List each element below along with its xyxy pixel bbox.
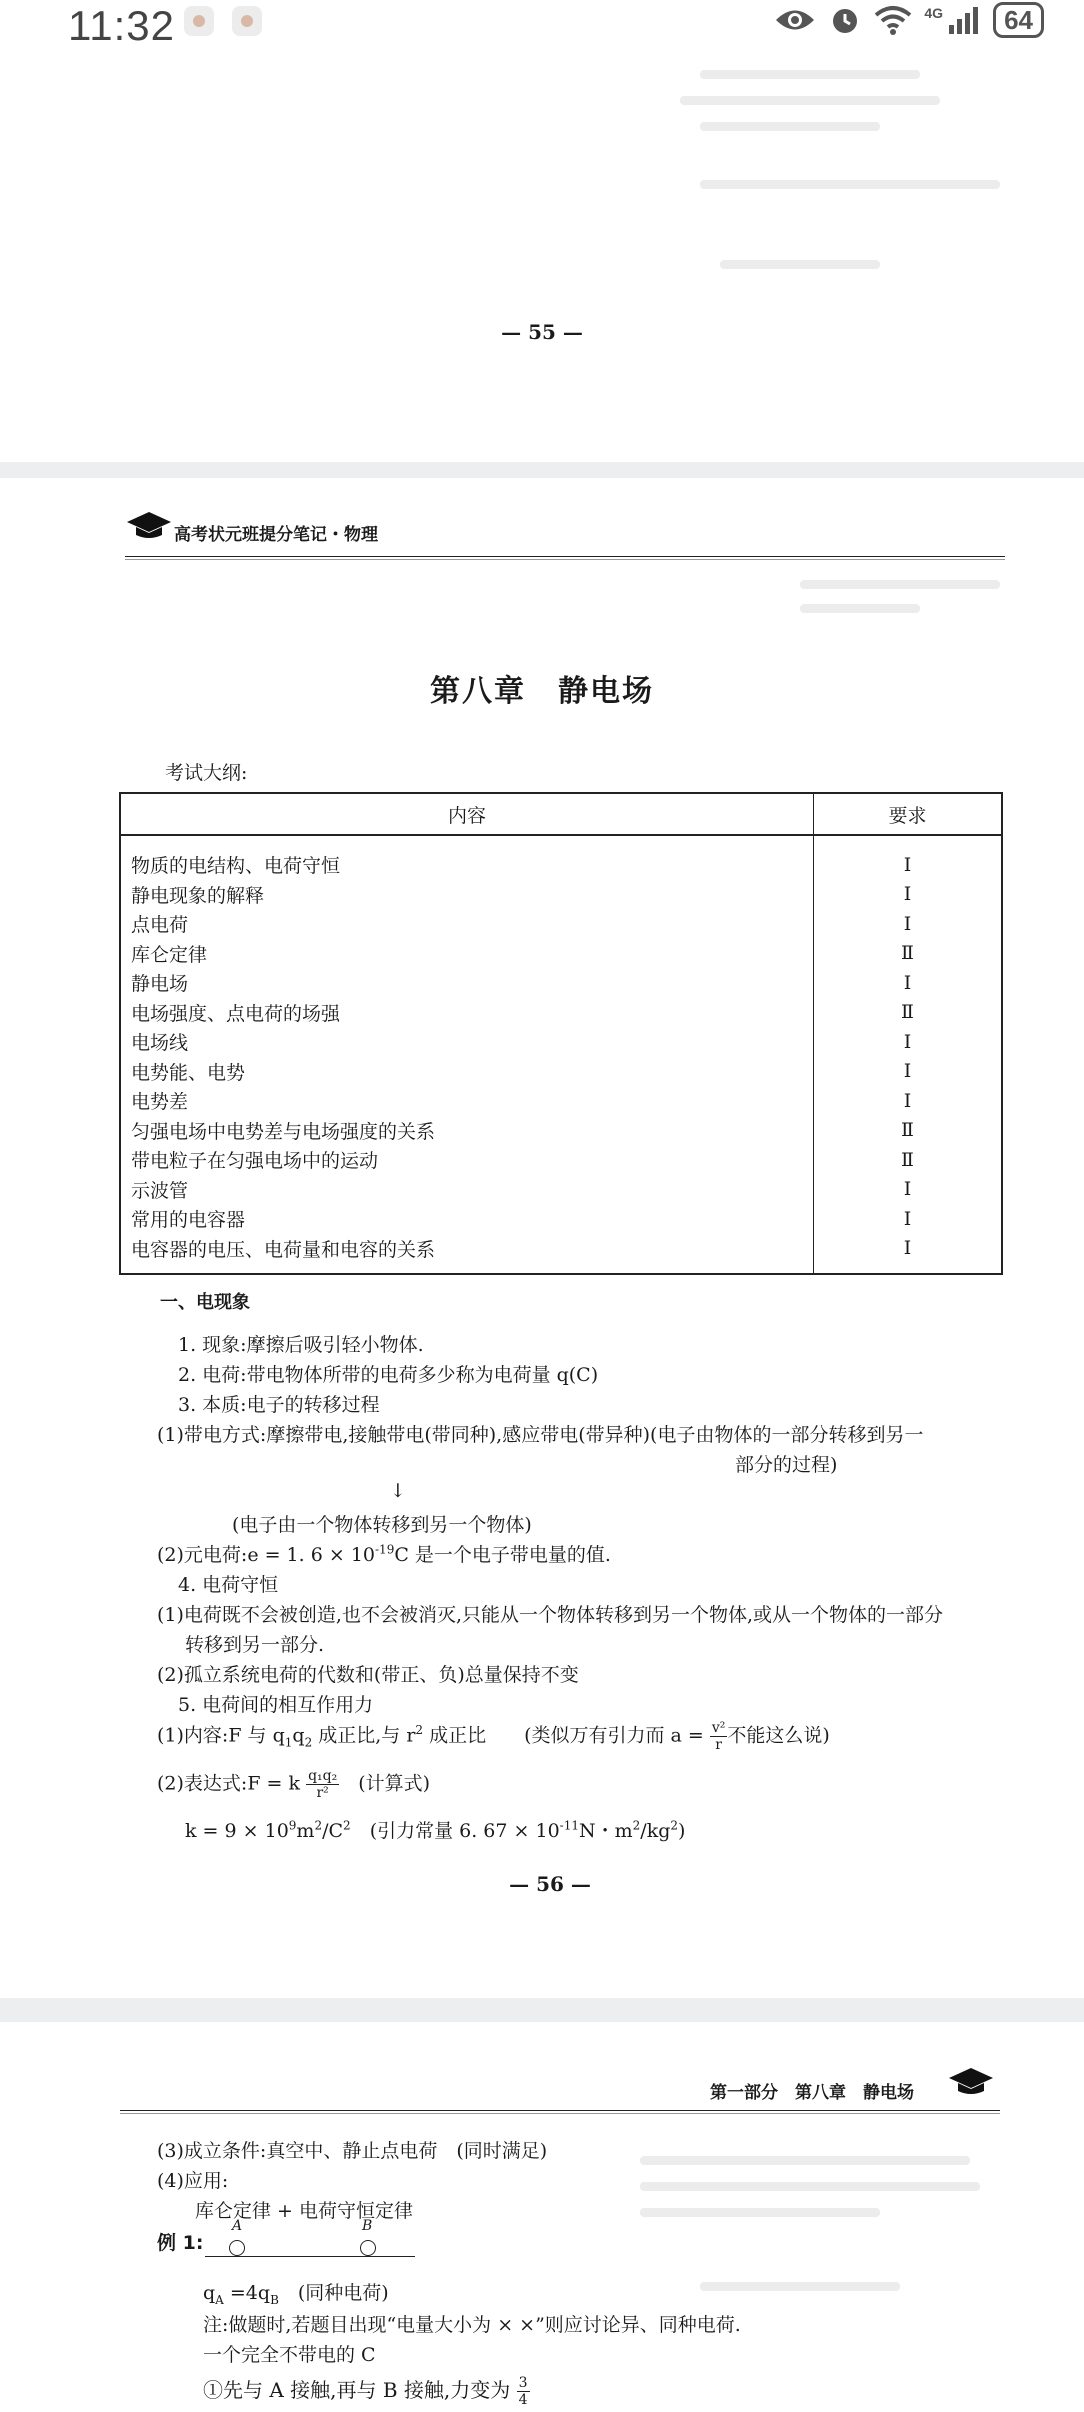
row-content: 静电现象的解释 [120, 880, 814, 910]
table-row [120, 1145, 1002, 1175]
row-content: 匀强电场中电势差与电场强度的关系 [120, 1116, 814, 1146]
formula-line: (2)表达式:F = k $\frac{\text{q₁q₂}}{\text{r²}}$ (计算式) [157, 1768, 431, 1801]
table-row [120, 1057, 1002, 1087]
text-line: (4)应用: [157, 2170, 229, 2192]
row-content: 示波管 [120, 1175, 814, 1205]
row-content: 库仑定律 [120, 939, 814, 969]
page-number: — 56 — [509, 1872, 591, 1896]
text-line: 库仑定律 + 电荷守恒定律 [195, 2200, 413, 2222]
formula-line: $k = 9 \times 10^9m^2/C^2$ (引力常量 6. $67 \times 10^{-11}N$・$m^2/kg^2$) [185, 1818, 686, 1842]
table-row [120, 1086, 1002, 1116]
row-level: Ⅰ [903, 1178, 912, 1201]
text-line: 3. 本质:电子的转移过程 [178, 1394, 380, 1416]
formula-line: $q_A =4q_B$ (同种电荷) [203, 2282, 389, 2307]
bleed-through-text [700, 70, 920, 79]
charge-label-b: B [362, 2218, 373, 2234]
example-label: 例 1: [157, 2232, 204, 2254]
eye-icon [774, 5, 816, 35]
exam-outline-table [119, 792, 1003, 1275]
row-level: Ⅰ [903, 1207, 912, 1230]
charge-sphere-a [229, 2240, 245, 2256]
bleed-through-text [700, 2282, 900, 2291]
status-time: 11:32 [68, 2, 175, 49]
header-rule [125, 556, 1005, 557]
row-level: Ⅰ [903, 971, 912, 994]
text-line: (电子由一个物体转移到另一个物体) [232, 1514, 532, 1536]
arrow-down-icon: ↓ [390, 1480, 406, 1502]
bleed-through-text [700, 180, 1000, 189]
ground-line [205, 2256, 415, 2257]
notification-app-icon [184, 6, 214, 36]
text-line: (2)元电荷:e = 1. $6 \times 10^{-19}C$ 是一个电子带电量的值. [157, 1542, 611, 1566]
network-type-label: 4G [924, 5, 944, 21]
row-level: Ⅰ [903, 1089, 912, 1112]
text-line: (1)带电方式:摩擦带电,接触带电(带同种),感应带电(带异种)(电子由物体的一部分转移到另一 [157, 1424, 924, 1446]
battery-indicator: 64 [993, 2, 1044, 38]
row-level: Ⅰ [903, 853, 912, 876]
status-bar [0, 0, 1084, 64]
table-row [120, 1175, 1002, 1205]
table-row [120, 909, 1002, 939]
text-line: 一个完全不带电的 C [203, 2344, 376, 2366]
charge-label-a: A [232, 2218, 243, 2234]
table-row [120, 1204, 1002, 1234]
column-header-content: 内容 [120, 793, 814, 835]
table-row [120, 968, 1002, 998]
text-line: 2. 电荷:带电物体所带的电荷多少称为电荷量 q(C) [178, 1364, 599, 1386]
alarm-icon [828, 3, 862, 37]
row-content: 电场强度、点电荷的场强 [120, 998, 814, 1028]
table-row [120, 1027, 1002, 1057]
table-row [120, 1116, 1002, 1146]
row-content: 点电荷 [120, 909, 814, 939]
text-line: 转移到另一部分. [185, 1634, 325, 1656]
page-56 [0, 478, 1084, 1998]
table-row [120, 939, 1002, 969]
bleed-through-text [720, 260, 880, 269]
page-55 [0, 0, 1084, 462]
table-row [120, 998, 1002, 1028]
text-line: (1)电荷既不会被创造,也不会被消灭,只能从一个物体转移到另一个物体,或从一个物体的一部分 [157, 1604, 944, 1626]
header-rule-thin [120, 2113, 1000, 2114]
row-content: 带电粒子在匀强电场中的运动 [120, 1145, 814, 1175]
bleed-through-text [700, 122, 880, 131]
section-title: 一、电现象 [160, 1292, 250, 1313]
bleed-through-text [640, 2208, 880, 2217]
text-line: 5. 电荷间的相互作用力 [178, 1694, 374, 1716]
header-rule [120, 2110, 1000, 2111]
outline-label: 考试大纲: [165, 762, 248, 784]
row-content: 静电场 [120, 968, 814, 998]
row-level: Ⅰ [903, 1237, 912, 1260]
signal-icon [947, 5, 981, 35]
status-icons [774, 0, 1044, 40]
page-number: — 55 — [501, 320, 583, 344]
wifi-icon [874, 5, 912, 35]
fraction: $\frac{\text{q₁q₂}}{\text{r²}}$ [308, 1768, 338, 1801]
bleed-through-text [640, 2156, 970, 2165]
row-level: Ⅱ [901, 1001, 914, 1024]
graduation-cap-icon [125, 510, 173, 540]
row-level: Ⅱ [901, 1148, 914, 1171]
table-row [120, 1234, 1002, 1275]
notification-app-icon-2 [232, 6, 262, 36]
text-line: (3)成立条件:真空中、静止点电荷 (同时满足) [157, 2140, 548, 2162]
row-content: 物质的电结构、电荷守恒 [120, 835, 814, 880]
row-level: Ⅰ [903, 883, 912, 906]
row-content: 常用的电容器 [120, 1204, 814, 1234]
table-row [120, 835, 1002, 880]
row-level: Ⅱ [901, 1119, 914, 1142]
row-level: Ⅱ [901, 942, 914, 965]
bleed-through-text [800, 580, 1000, 589]
table-header-row [120, 793, 1002, 835]
text-line: 1. 现象:摩擦后吸引轻小物体. [178, 1334, 424, 1356]
note-line: 注:做题时,若题目出现“电量大小为 × ×”则应讨论异、同种电荷. [203, 2314, 741, 2336]
row-content: 电势差 [120, 1086, 814, 1116]
formula-line: (1)内容:F 与 $q_1q_2$ 成正比,与 $r^2$ 成正比 (类似万有引力而 a = $\frac{\text{v²}}{r}$ 不能这么说) [157, 1720, 830, 1753]
header-rule-thin [125, 559, 1005, 560]
row-content: 电容器的电压、电荷量和电容的关系 [120, 1234, 814, 1275]
example-diagram [205, 2218, 415, 2262]
book-header-title: 高考状元班提分笔记・物理 [174, 525, 378, 545]
column-header-requirement: 要求 [814, 793, 1003, 835]
charge-sphere-b [360, 2240, 376, 2256]
text-line: 部分的过程) [735, 1454, 838, 1476]
chapter-title: 第八章 静电场 [430, 674, 654, 709]
text-line: ①先与 A 接触,再与 B 接触,力变为 $\frac{3}{4}$ [203, 2375, 528, 2408]
text-line: 4. 电荷守恒 [178, 1574, 279, 1596]
page-57 [0, 2022, 1084, 2412]
bleed-through-text [680, 96, 940, 105]
row-content: 电场线 [120, 1027, 814, 1057]
fraction: $\frac{3}{4}$ [518, 2375, 528, 2408]
row-level: Ⅰ [903, 1060, 912, 1083]
graduation-cap-icon [947, 2066, 995, 2096]
fraction: $\frac{\text{v²}}{r}$ [711, 1720, 726, 1753]
row-level: Ⅰ [903, 912, 912, 935]
row-level: Ⅰ [903, 1030, 912, 1053]
book-header-section: 第一部分 第八章 静电场 [710, 2083, 914, 2103]
table-row [120, 880, 1002, 910]
text-line: (2)孤立系统电荷的代数和(带正、负)总量保持不变 [157, 1664, 579, 1686]
row-content: 电势能、电势 [120, 1057, 814, 1087]
bleed-through-text [800, 604, 920, 613]
bleed-through-text [640, 2182, 980, 2191]
